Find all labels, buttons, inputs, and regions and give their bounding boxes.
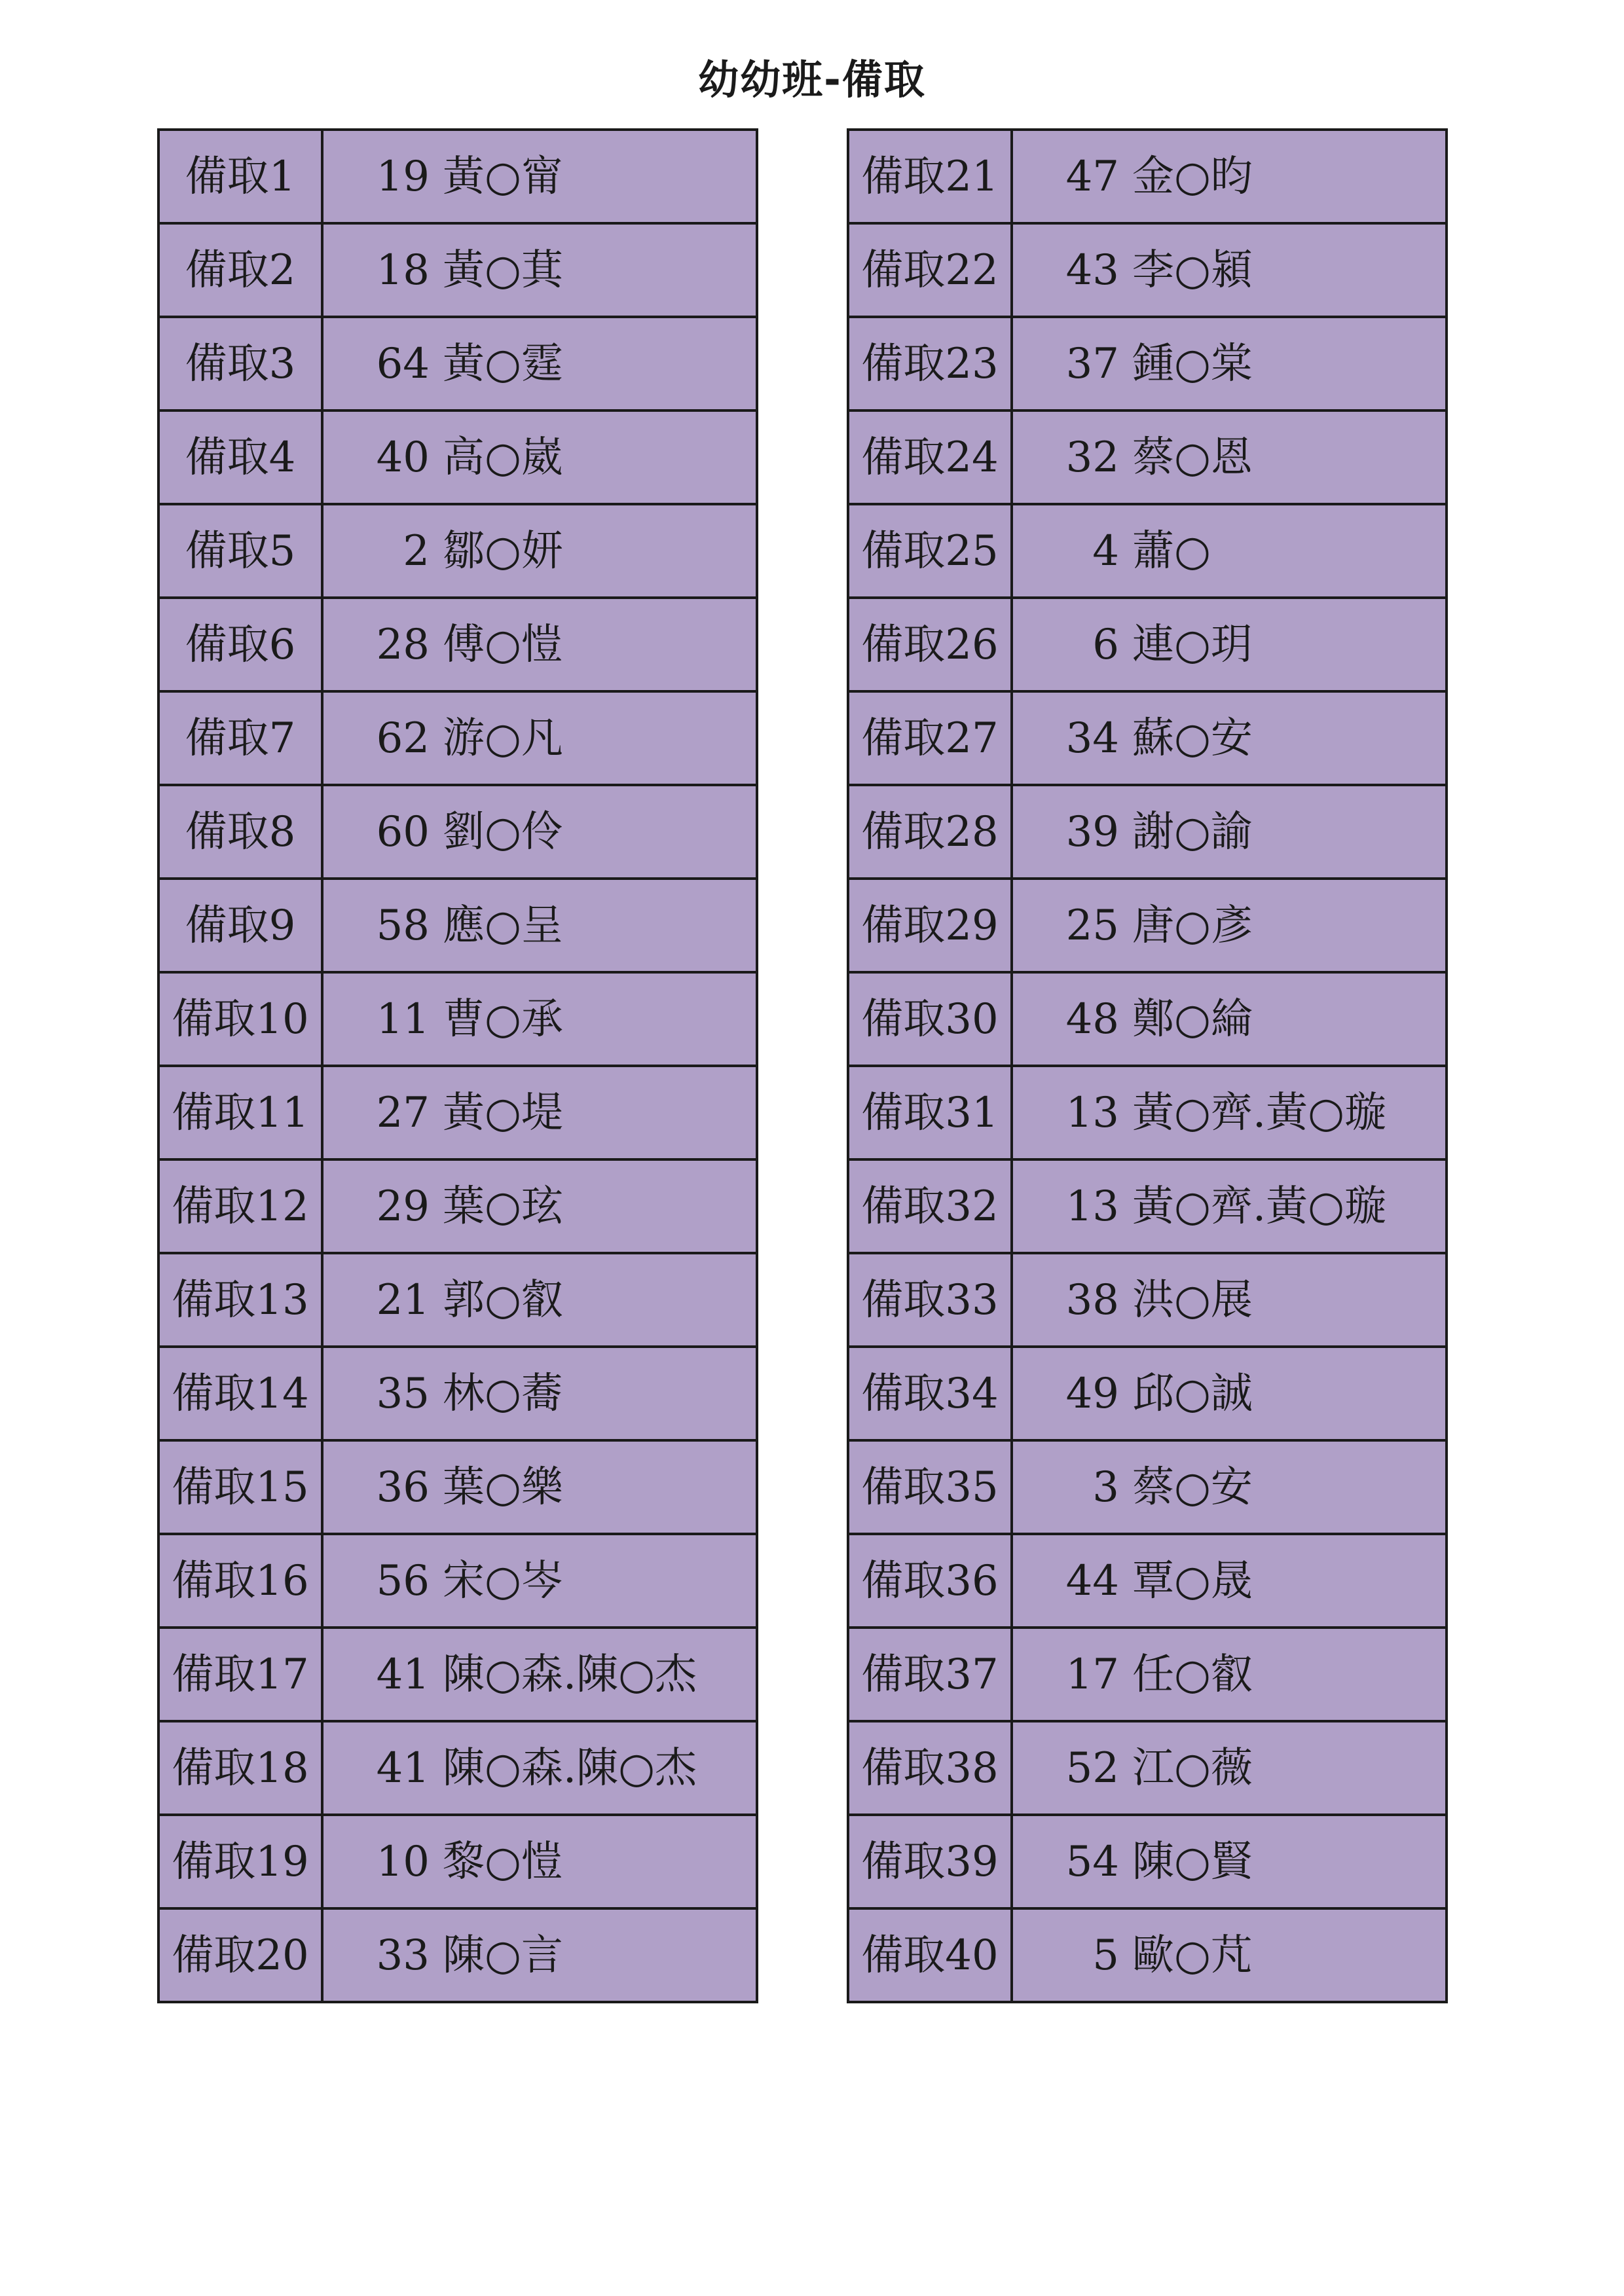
applicant-name: 鄭○綸 xyxy=(1132,994,1253,1044)
waitlist-entry xyxy=(1012,130,1447,223)
table-row xyxy=(158,1440,757,1534)
applicant-name: 黃○齊.黃○璇 xyxy=(1132,1182,1387,1231)
table-row xyxy=(848,410,1447,504)
table-row xyxy=(848,130,1447,223)
applicant-number: 47 xyxy=(1065,152,1119,201)
waitlist-entry xyxy=(1012,1628,1447,1721)
waitlist-entry xyxy=(1012,1721,1447,1815)
table-row xyxy=(158,879,757,972)
waitlist-label: 備取22 xyxy=(848,223,1012,317)
waitlist-label: 備取19 xyxy=(158,1815,322,1908)
applicant-number: 13 xyxy=(1065,1182,1119,1231)
table-row xyxy=(848,1159,1447,1253)
waitlist-entry xyxy=(322,879,757,972)
waitlist-entry xyxy=(322,410,757,504)
waitlist-label: 備取36 xyxy=(848,1534,1012,1628)
waitlist-table-right xyxy=(847,128,1448,2003)
waitlist-label: 備取9 xyxy=(158,879,322,972)
waitlist-label: 備取14 xyxy=(158,1347,322,1440)
applicant-number: 58 xyxy=(376,901,430,950)
applicant-name: 陳○森.陳○杰 xyxy=(443,1650,697,1699)
table-row xyxy=(848,785,1447,879)
applicant-name: 鄒○妍 xyxy=(443,526,563,575)
waitlist-entry xyxy=(1012,1066,1447,1159)
waitlist-label: 備取12 xyxy=(158,1159,322,1253)
waitlist-entry xyxy=(322,598,757,691)
applicant-number: 2 xyxy=(403,526,430,575)
applicant-number: 5 xyxy=(1092,1931,1119,1980)
waitlist-label: 備取35 xyxy=(848,1440,1012,1534)
table-row xyxy=(158,1628,757,1721)
applicant-number: 37 xyxy=(1065,339,1119,388)
table-row xyxy=(848,691,1447,785)
waitlist-entry xyxy=(1012,223,1447,317)
applicant-name: 邱○誠 xyxy=(1132,1369,1253,1418)
applicant-name: 鍾○棠 xyxy=(1132,339,1253,388)
applicant-name: 黃○霆 xyxy=(443,339,563,388)
applicant-number: 52 xyxy=(1065,1743,1119,1793)
waitlist-entry xyxy=(322,1721,757,1815)
waitlist-label: 備取24 xyxy=(848,410,1012,504)
page-title: 幼幼班-備取 xyxy=(698,56,926,103)
waitlist-label: 備取23 xyxy=(848,317,1012,410)
applicant-name: 陳○賢 xyxy=(1132,1837,1253,1886)
applicant-number: 41 xyxy=(376,1743,430,1793)
applicant-name: 高○崴 xyxy=(443,433,563,482)
applicant-name: 應○呈 xyxy=(443,901,563,950)
applicant-number: 56 xyxy=(376,1556,430,1605)
waitlist-entry xyxy=(1012,598,1447,691)
applicant-number: 21 xyxy=(376,1275,430,1324)
applicant-number: 34 xyxy=(1065,714,1119,763)
table-row xyxy=(848,1721,1447,1815)
applicant-number: 4 xyxy=(1092,526,1119,575)
waitlist-label: 備取2 xyxy=(158,223,322,317)
applicant-number: 6 xyxy=(1092,620,1119,669)
applicant-number: 36 xyxy=(376,1463,430,1512)
waitlist-entry xyxy=(1012,972,1447,1066)
waitlist-entry xyxy=(322,130,757,223)
waitlist-entry xyxy=(322,972,757,1066)
applicant-number: 19 xyxy=(376,152,430,201)
applicant-name: 葉○玹 xyxy=(443,1182,563,1231)
applicant-number: 32 xyxy=(1065,433,1119,482)
table-row xyxy=(848,1066,1447,1159)
applicant-number: 38 xyxy=(1065,1275,1119,1324)
waitlist-entry xyxy=(322,1534,757,1628)
waitlist-entry xyxy=(322,691,757,785)
waitlist-label: 備取17 xyxy=(158,1628,322,1721)
waitlist-entry xyxy=(1012,1815,1447,1908)
applicant-number: 35 xyxy=(376,1369,430,1418)
applicant-number: 48 xyxy=(1065,994,1119,1044)
waitlist-label: 備取31 xyxy=(848,1066,1012,1159)
waitlist-label: 備取21 xyxy=(848,130,1012,223)
applicant-name: 唐○彥 xyxy=(1132,901,1253,950)
waitlist-entry xyxy=(1012,1159,1447,1253)
applicant-name: 蘇○安 xyxy=(1132,714,1253,763)
waitlist-label: 備取4 xyxy=(158,410,322,504)
table-row xyxy=(848,1628,1447,1721)
applicant-name: 江○薇 xyxy=(1132,1743,1253,1793)
table-row xyxy=(158,410,757,504)
applicant-number: 60 xyxy=(376,807,430,856)
applicant-number: 33 xyxy=(376,1931,430,1980)
waitlist-label: 備取3 xyxy=(158,317,322,410)
waitlist-entry xyxy=(322,1908,757,2002)
table-row xyxy=(848,1440,1447,1534)
applicant-name: 黃○齊.黃○璇 xyxy=(1132,1088,1387,1137)
applicant-number: 28 xyxy=(376,620,430,669)
table-row xyxy=(158,1066,757,1159)
waitlist-label: 備取20 xyxy=(158,1908,322,2002)
applicant-number: 10 xyxy=(376,1837,430,1886)
applicant-name: 蕭○ xyxy=(1132,526,1211,575)
applicant-name: 洪○展 xyxy=(1132,1275,1253,1324)
applicant-name: 歐○芃 xyxy=(1132,1931,1253,1980)
waitlist-entry xyxy=(322,1815,757,1908)
table-row xyxy=(158,1159,757,1253)
table-row xyxy=(158,1253,757,1347)
table-row xyxy=(848,972,1447,1066)
applicant-name: 傅○愷 xyxy=(443,620,563,669)
waitlist-label: 備取38 xyxy=(848,1721,1012,1815)
applicant-number: 17 xyxy=(1065,1650,1119,1699)
applicant-number: 13 xyxy=(1065,1088,1119,1137)
applicant-name: 黃○甯 xyxy=(443,152,563,201)
applicant-number: 29 xyxy=(376,1182,430,1231)
applicant-number: 54 xyxy=(1065,1837,1119,1886)
table-row xyxy=(158,1815,757,1908)
table-row xyxy=(158,1347,757,1440)
applicant-number: 62 xyxy=(376,714,430,763)
waitlist-label: 備取10 xyxy=(158,972,322,1066)
waitlist-label: 備取33 xyxy=(848,1253,1012,1347)
applicant-name: 郭○叡 xyxy=(443,1275,563,1324)
table-row xyxy=(848,1534,1447,1628)
table-row xyxy=(848,1253,1447,1347)
applicant-number: 18 xyxy=(376,246,430,295)
waitlist-label: 備取34 xyxy=(848,1347,1012,1440)
applicant-name: 覃○晟 xyxy=(1132,1556,1253,1605)
table-row xyxy=(848,1815,1447,1908)
applicant-number: 44 xyxy=(1065,1556,1119,1605)
waitlist-label: 備取5 xyxy=(158,504,322,598)
waitlist-label: 備取11 xyxy=(158,1066,322,1159)
applicant-name: 任○叡 xyxy=(1132,1650,1253,1699)
waitlist-label: 備取39 xyxy=(848,1815,1012,1908)
applicant-number: 3 xyxy=(1092,1463,1119,1512)
table-row xyxy=(158,130,757,223)
applicant-name: 連○玥 xyxy=(1132,620,1253,669)
waitlist-entry xyxy=(1012,879,1447,972)
applicant-name: 劉○伶 xyxy=(443,807,563,856)
applicant-number: 39 xyxy=(1065,807,1119,856)
waitlist-label: 備取26 xyxy=(848,598,1012,691)
waitlist-entry xyxy=(322,1066,757,1159)
waitlist-label: 備取15 xyxy=(158,1440,322,1534)
table-row xyxy=(158,317,757,410)
waitlist-entry xyxy=(322,1628,757,1721)
applicant-number: 64 xyxy=(376,339,430,388)
applicant-name: 李○潁 xyxy=(1132,246,1253,295)
applicant-name: 黎○愷 xyxy=(443,1837,563,1886)
waitlist-label: 備取25 xyxy=(848,504,1012,598)
table-row xyxy=(158,691,757,785)
applicant-number: 43 xyxy=(1065,246,1119,295)
applicant-number: 40 xyxy=(376,433,430,482)
table-row xyxy=(848,598,1447,691)
applicant-name: 游○凡 xyxy=(443,714,563,763)
waitlist-label: 備取1 xyxy=(158,130,322,223)
table-row xyxy=(848,1347,1447,1440)
waitlist-label: 備取16 xyxy=(158,1534,322,1628)
waitlist-entry xyxy=(1012,1440,1447,1534)
applicant-name: 林○蕎 xyxy=(443,1369,563,1418)
waitlist-entry xyxy=(1012,785,1447,879)
applicant-number: 27 xyxy=(376,1088,430,1137)
applicant-number: 11 xyxy=(376,994,430,1044)
waitlist-label: 備取18 xyxy=(158,1721,322,1815)
waitlist-label: 備取27 xyxy=(848,691,1012,785)
applicant-name: 蔡○恩 xyxy=(1132,433,1253,482)
waitlist-entry xyxy=(322,223,757,317)
table-row xyxy=(158,598,757,691)
applicant-number: 25 xyxy=(1065,901,1119,950)
table-row xyxy=(158,223,757,317)
waitlist-label: 備取7 xyxy=(158,691,322,785)
waitlist-entry xyxy=(322,1347,757,1440)
waitlist-label: 備取37 xyxy=(848,1628,1012,1721)
table-row xyxy=(158,1721,757,1815)
applicant-name: 黃○萁 xyxy=(443,246,563,295)
applicant-name: 謝○諭 xyxy=(1132,807,1253,856)
table-row xyxy=(848,504,1447,598)
waitlist-label: 備取30 xyxy=(848,972,1012,1066)
waitlist-label: 備取29 xyxy=(848,879,1012,972)
applicant-number: 49 xyxy=(1065,1369,1119,1418)
waitlist-label: 備取40 xyxy=(848,1908,1012,2002)
waitlist-entry xyxy=(322,1440,757,1534)
waitlist-entry xyxy=(1012,504,1447,598)
waitlist-entry xyxy=(1012,1534,1447,1628)
waitlist-entry xyxy=(322,785,757,879)
table-row xyxy=(848,317,1447,410)
waitlist-entry xyxy=(1012,1253,1447,1347)
applicant-name: 金○昀 xyxy=(1132,152,1253,201)
applicant-name: 黃○堤 xyxy=(443,1088,563,1137)
applicant-name: 曹○承 xyxy=(443,994,563,1044)
waitlist-label: 備取28 xyxy=(848,785,1012,879)
applicant-name: 陳○森.陳○杰 xyxy=(443,1743,697,1793)
applicant-name: 葉○樂 xyxy=(443,1463,563,1512)
applicant-name: 蔡○安 xyxy=(1132,1463,1253,1512)
table-row xyxy=(158,785,757,879)
waitlist-label: 備取6 xyxy=(158,598,322,691)
waitlist-label: 備取13 xyxy=(158,1253,322,1347)
table-row xyxy=(158,972,757,1066)
waitlist-entry xyxy=(1012,1347,1447,1440)
waitlist-entry xyxy=(1012,410,1447,504)
waitlist-entry xyxy=(322,317,757,410)
waitlist-label: 備取32 xyxy=(848,1159,1012,1253)
applicant-name: 宋○岑 xyxy=(443,1556,563,1605)
table-row xyxy=(848,223,1447,317)
waitlist-table-left xyxy=(157,128,758,2003)
applicant-number: 41 xyxy=(376,1650,430,1699)
waitlist-entry xyxy=(1012,317,1447,410)
table-row xyxy=(848,879,1447,972)
waitlist-entry xyxy=(322,504,757,598)
applicant-name: 陳○言 xyxy=(443,1931,563,1980)
table-row xyxy=(158,1534,757,1628)
waitlist-entry xyxy=(322,1253,757,1347)
table-row xyxy=(158,1908,757,2002)
table-row xyxy=(848,1908,1447,2002)
waitlist-label: 備取8 xyxy=(158,785,322,879)
table-row xyxy=(158,504,757,598)
waitlist-entry xyxy=(1012,1908,1447,2002)
waitlist-entry xyxy=(1012,691,1447,785)
waitlist-entry xyxy=(322,1159,757,1253)
